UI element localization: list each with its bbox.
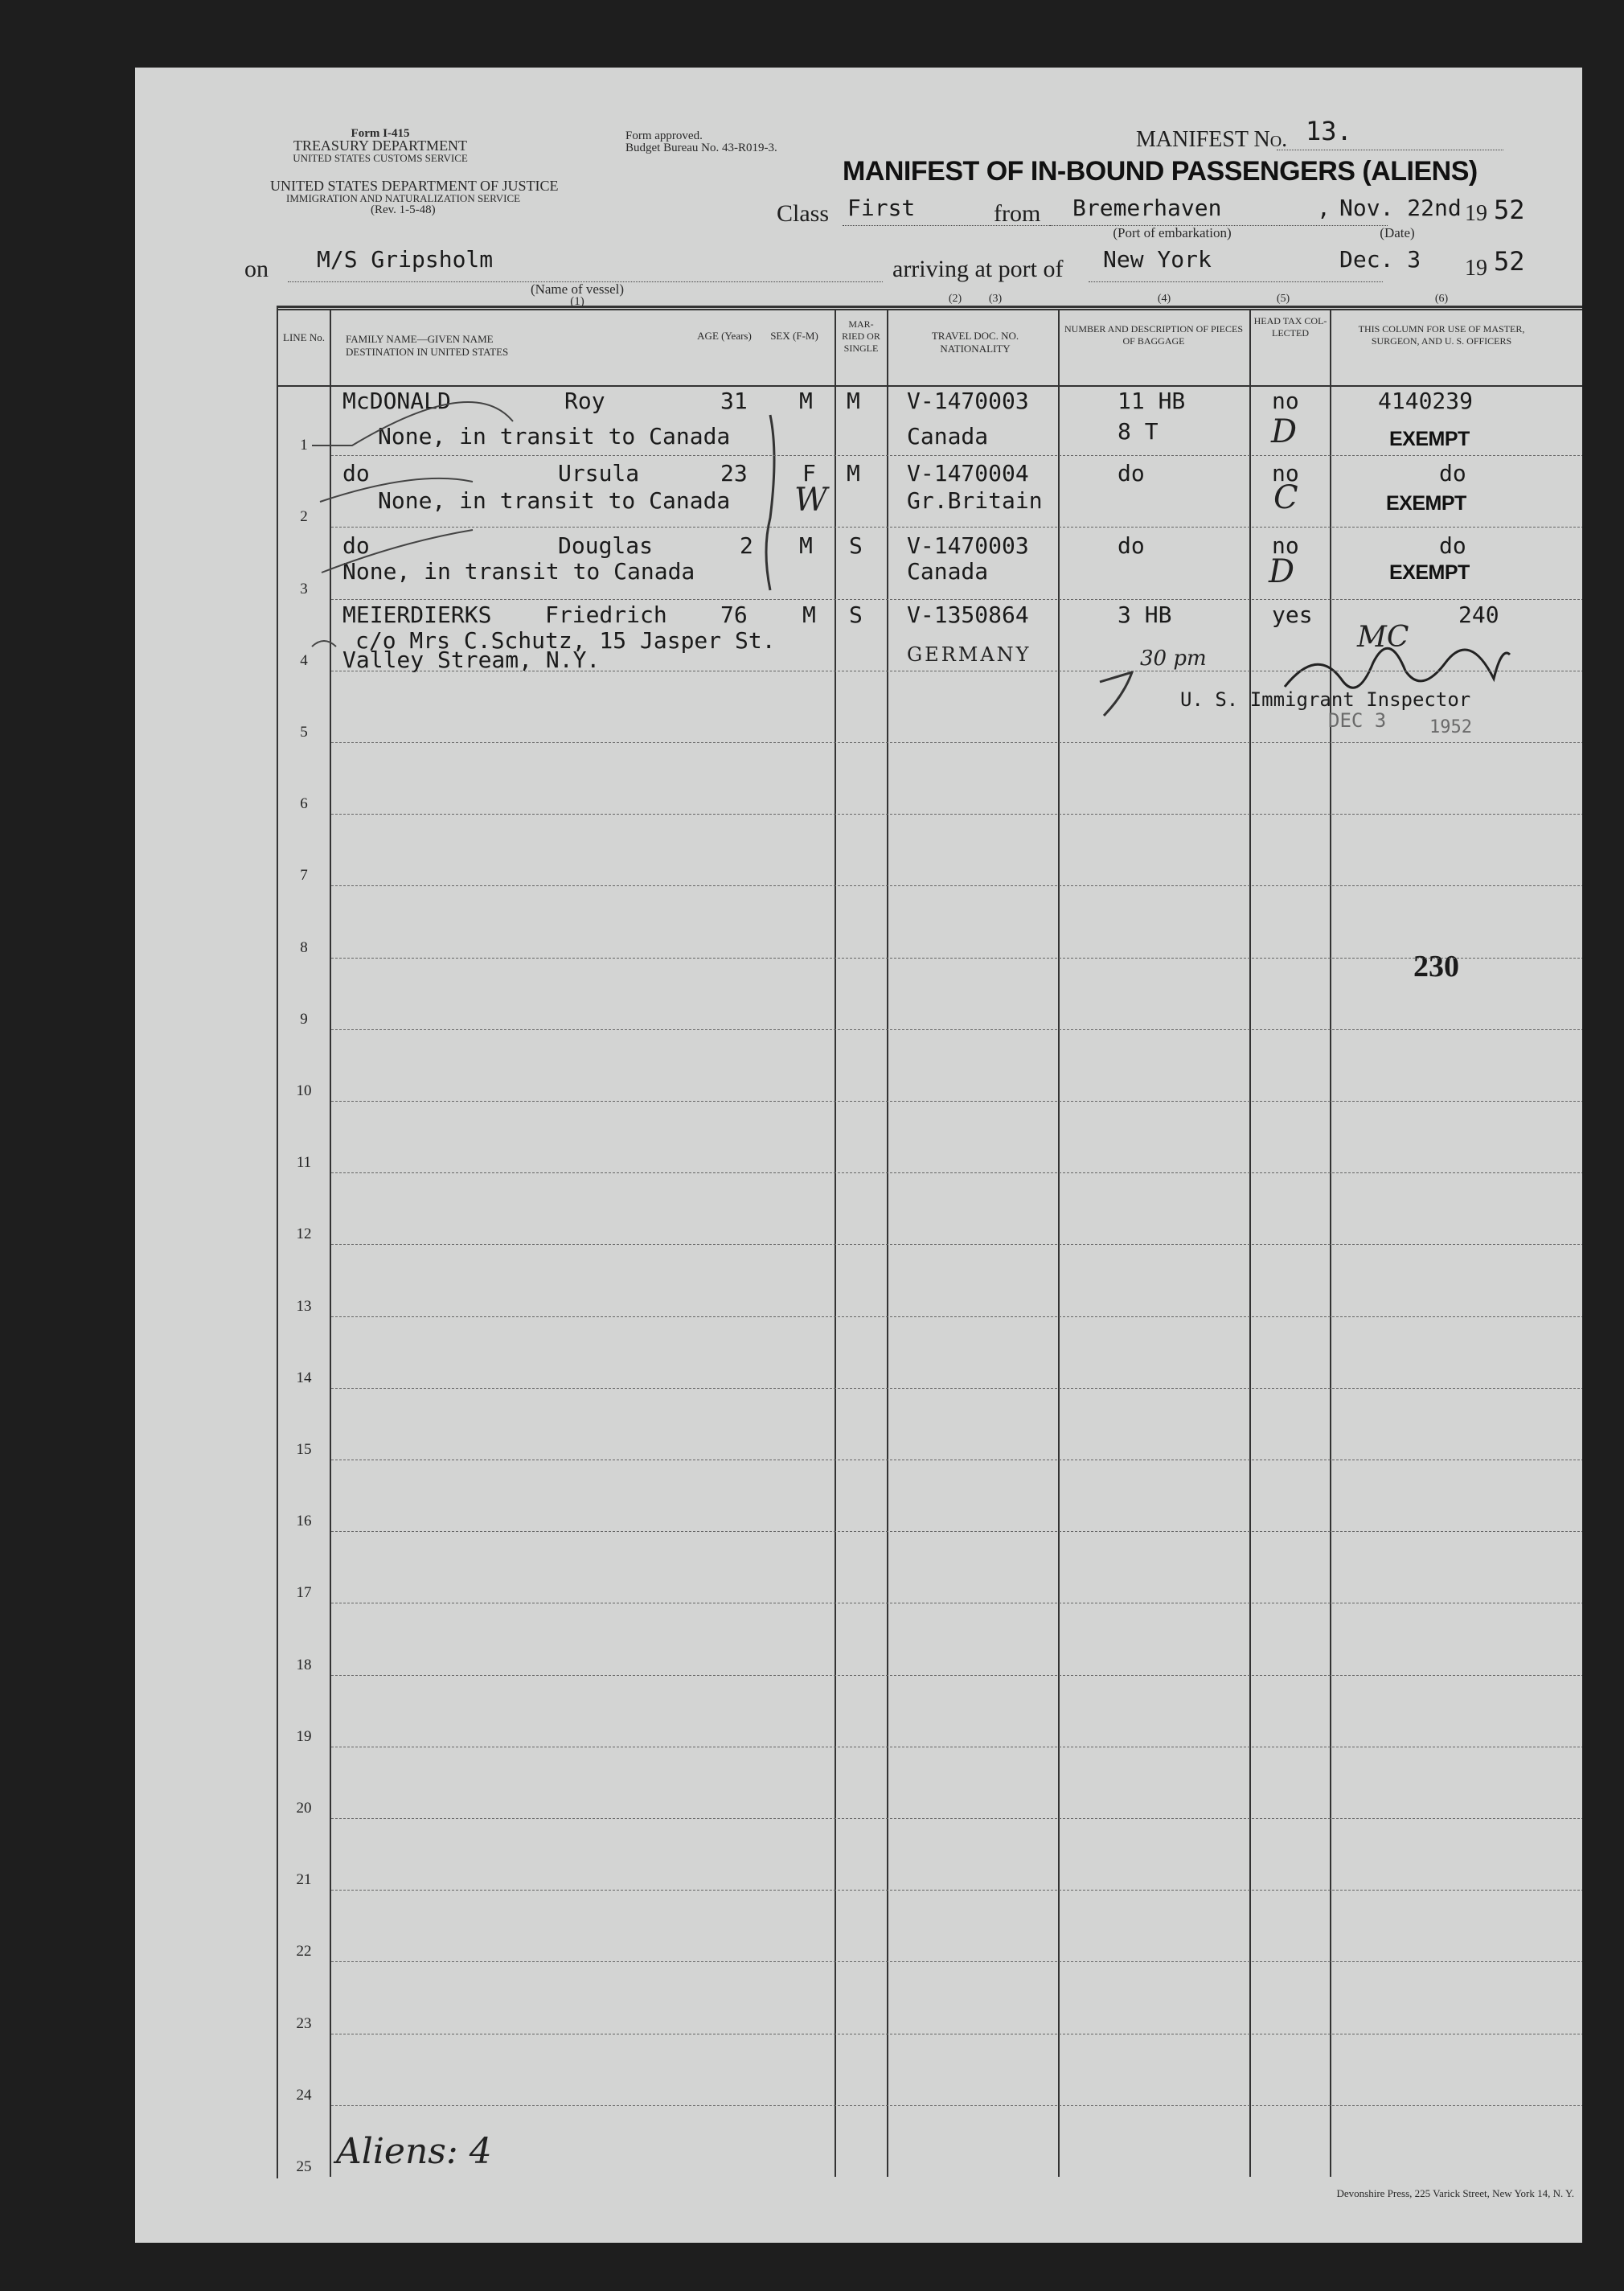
line-number: 10 [296,1082,312,1099]
row-rule [331,741,1582,743]
passenger-4-destination2: Valley Stream, N.Y. [342,647,601,673]
class-value: First [847,195,916,221]
passenger-4-marital: S [849,601,863,628]
line-number: 15 [296,1441,312,1458]
initials: MC [1357,621,1409,654]
manifest-no-label: MANIFEST No. [1136,127,1288,152]
passenger-3-family: do [342,532,370,559]
passenger-3-nationality: Canada [907,558,989,585]
passenger-3-age: 2 [740,532,753,559]
col-num-2: (2) [948,293,962,305]
printer-imprint: Devonshire Press, 225 Varick Street, New York 14, N. Y. [1336,2187,1574,2199]
passenger-1-doc: V-1470003 [907,388,1029,414]
passenger-2-baggage: do [1118,460,1145,487]
passenger-2-officer: do [1439,460,1466,487]
header-head-tax: HEAD TAX COL- LECTED [1253,315,1327,339]
row-rule [331,1602,1582,1603]
vessel-name: M/S Gripsholm [317,246,494,273]
line-number: 8 [300,938,308,956]
comma-sep: , [1317,195,1331,221]
passenger-3-marital: S [849,532,863,559]
line-number: 16 [296,1513,312,1530]
time-note: 30 pm [1140,647,1207,671]
passenger-1-family: McDONALD [342,388,451,414]
passenger-1-marital: M [847,388,860,414]
passenger-4-baggage: 3 HB [1118,601,1172,628]
passenger-2-family: do [342,460,370,487]
page-title: MANIFEST OF IN-BOUND PASSENGERS (ALIENS) [843,156,1478,187]
row-rule [331,1243,1582,1245]
aliens-total: Aliens: 4 [336,2131,492,2172]
line-number: 13 [296,1297,312,1315]
row-rule [331,1316,1582,1317]
header-nationality: NATIONALITY [940,343,1011,355]
passenger-3-given: Douglas [558,532,654,559]
header-age: AGE (Years) [697,330,752,342]
passenger-4-family: MEIERDIERKS [342,601,492,628]
line-number: 7 [300,867,308,885]
line-number: 17 [296,1584,312,1602]
passenger-2-tax-mark: C [1273,479,1298,516]
row-rule [331,670,1582,671]
arrival-date: Dec. 3 [1339,246,1421,273]
budget-bureau: Budget Bureau No. 43-R019-3. [625,142,777,154]
header-sex: SEX (F-M) [770,330,818,342]
passenger-3-sex: M [799,532,813,559]
date-caption: (Date) [1380,225,1415,240]
passenger-2-exempt: EXEMPT [1386,492,1466,515]
col-num-3: (3) [988,293,1003,305]
row-rule [331,2033,1582,2034]
line-number: 3 [300,580,308,597]
passenger-2-given: Ursula [558,460,640,487]
line-number: 22 [296,1943,312,1960]
from-label: from [994,200,1041,227]
passenger-4-doc: V-1350864 [907,601,1029,628]
passenger-3-tax: no [1272,532,1299,559]
passenger-4-sex: M [802,601,816,628]
col-num-5: (5) [1276,293,1290,305]
vessel-caption: (Name of vessel) [530,281,625,297]
class-label: Class [777,200,830,227]
ins-label: IMMIGRATION AND NATURALIZATION SERVICE [286,192,521,204]
line-number: 21 [296,1871,312,1889]
inspector-label: U. S. Immigrant Inspector [1180,688,1471,711]
col-num-4: (4) [1157,293,1171,305]
line-number: 12 [296,1226,312,1243]
justice-label: UNITED STATES DEPARTMENT OF JUSTICE [270,178,559,194]
line-number: 25 [296,2158,312,2175]
form-approved: Form approved. [625,129,703,142]
passenger-4-nationality: GERMANY [907,643,1031,666]
row-rule [331,598,1582,600]
revision-label: (Rev. 1-5-48) [371,203,436,216]
passenger-1-nationality: Canada [907,423,989,450]
passenger-2-marital: M [847,460,860,487]
row-rule [331,454,1582,456]
passenger-4-given: Friedrich [545,601,667,628]
year-prefix: 19 [1465,201,1487,226]
header-travel-doc: TRAVEL DOC. NO. [931,330,1019,342]
header-line-no: LINE No. [283,331,325,343]
passenger-1-officer: 4140239 [1378,388,1474,414]
row-rule [331,1459,1582,1460]
line-number: 24 [296,2086,312,2104]
vessel-caption-num: (1) [570,295,584,308]
departure-year: 52 [1494,195,1525,225]
bracket-mark: W [794,482,828,519]
passenger-2-sex: F [802,460,816,487]
passenger-3-doc: V-1470003 [907,532,1029,559]
manifest-page [135,68,1582,2243]
line-number: 14 [296,1369,312,1386]
line-number: 9 [300,1010,308,1028]
header-officers: THIS COLUMN FOR USE OF MASTER, SURGEON, AND U. S. OFFICERS [1358,323,1525,347]
line-number: 19 [296,1727,312,1745]
passenger-2-nationality: Gr.Britain [907,487,1043,514]
page-stamp: 230 [1413,950,1459,983]
passenger-2-tax: no [1272,460,1299,487]
line-number: 2 [300,508,308,526]
passenger-2-doc: V-1470004 [907,460,1029,487]
row-rule [331,1674,1582,1676]
line-number: 23 [296,2014,312,2032]
passenger-4-tax: yes [1272,601,1313,628]
row-rule [331,526,1582,528]
passenger-3-exempt: EXEMPT [1389,561,1470,584]
row-rule [331,1530,1582,1532]
arrival-port: New York [1103,246,1212,273]
line-number: 11 [296,1154,312,1172]
passenger-4-age: 76 [720,601,748,628]
arriving-label: arriving at port of [892,256,1064,282]
arrival-year-prefix: 19 [1465,256,1487,281]
row-rule [331,813,1582,815]
row-rule [331,1960,1582,1962]
form-number: Form I-415 [351,127,410,140]
line-number: 18 [296,1656,312,1673]
row-rule [331,1172,1582,1173]
header-married: MAR- RIED OR SINGLE [842,318,880,354]
row-rule [331,1746,1582,1747]
line-number: 5 [300,724,308,741]
line-number: 20 [296,1800,312,1817]
passenger-1-baggage: 11 HB [1118,388,1186,414]
passenger-1-baggage2: 8 T [1118,418,1159,445]
departure-date: Nov. 22nd [1339,195,1462,221]
manifest-number: 13. [1306,116,1352,146]
row-rule [331,885,1582,886]
row-rule [331,1028,1582,1030]
customs-label: UNITED STATES CUSTOMS SERVICE [293,152,468,164]
header-baggage: NUMBER AND DESCRIPTION OF PIECES OF BAGGAGE [1064,323,1244,347]
line-number: 6 [300,795,308,813]
row-rule [331,2104,1582,2106]
row-rule [331,1817,1582,1819]
passenger-3-destination: None, in transit to Canada [342,558,695,585]
passenger-1-age: 31 [720,388,748,414]
passenger-1-destination: None, in transit to Canada [378,423,731,450]
row-rule [331,1100,1582,1102]
passenger-3-tax-mark: D [1269,553,1295,590]
handwriting-strokes [135,68,1582,2243]
passenger-1-given: Roy [564,388,605,414]
treasury-label: TREASURY DEPARTMENT [293,138,468,154]
passenger-4-destination: c/o Mrs C.Schutz, 15 Jasper St. [355,627,776,654]
line-number: 1 [300,437,308,454]
date-stamp: DEC 3 [1328,709,1387,732]
passenger-1-tax-mark: D [1271,413,1298,450]
passenger-1-exempt: EXEMPT [1389,428,1470,450]
passenger-1-tax: no [1272,388,1299,414]
header-destination: DESTINATION IN UNITED STATES [346,346,509,358]
port-of-embarkation: Bremerhaven [1072,195,1222,221]
passenger-1-sex: M [799,388,813,414]
date-stamp-year: 1952 [1429,717,1472,737]
row-rule [331,957,1582,959]
header-name: FAMILY NAME—GIVEN NAME [346,333,494,345]
passenger-3-baggage: do [1118,532,1145,559]
passenger-2-destination: None, in transit to Canada [378,487,731,514]
row-rule [331,1387,1582,1389]
embark-caption: (Port of embarkation) [1113,225,1232,240]
passenger-2-age: 23 [720,460,748,487]
col-num-6: (6) [1434,293,1449,305]
passenger-4-officer: 240 [1458,601,1499,628]
row-rule [331,1889,1582,1891]
passenger-3-officer: do [1439,532,1466,559]
line-number: 4 [300,651,308,669]
arrival-year: 52 [1494,246,1525,277]
on-label: on [244,256,269,282]
